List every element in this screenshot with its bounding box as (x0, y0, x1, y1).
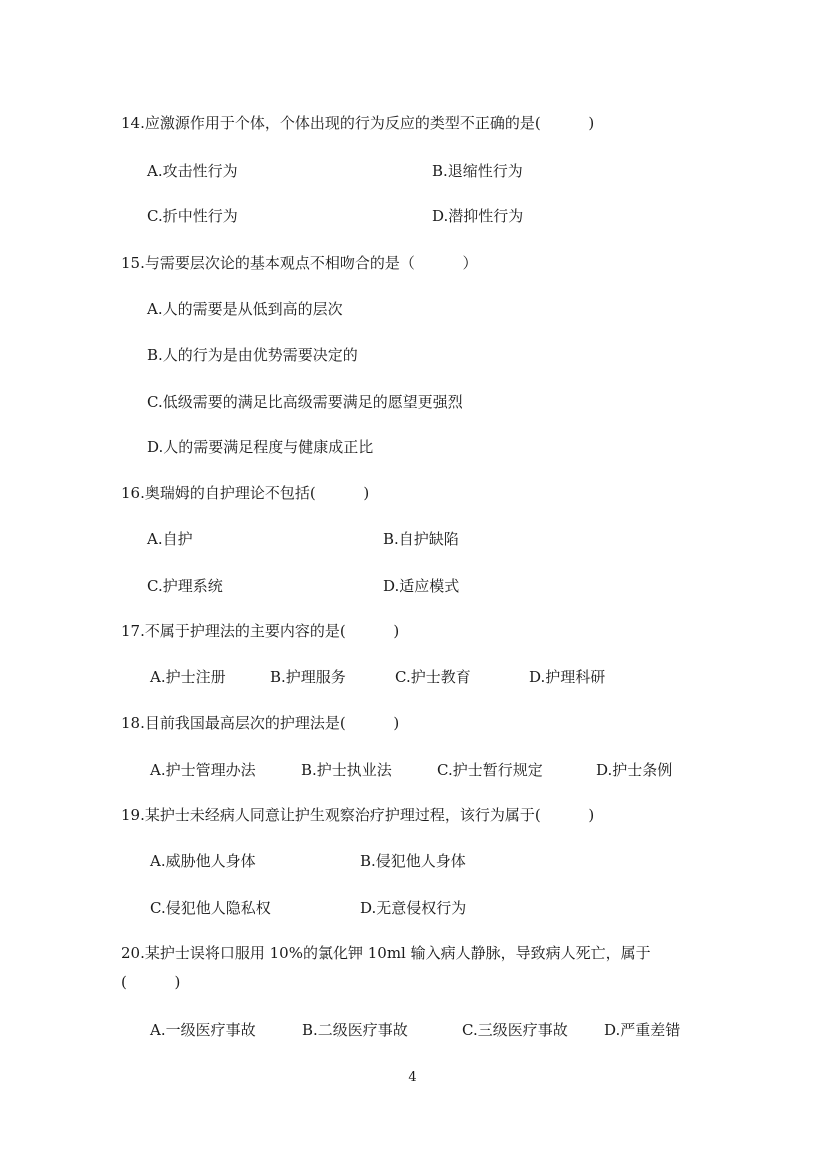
question-stem: 不属于护理法的主要内容的是( ) (144, 622, 400, 640)
option-d: D.护士条例 (596, 761, 673, 779)
question-17 (121, 621, 399, 641)
answer-blank: ( ) (121, 973, 181, 991)
option-d: D.无意侵权行为 (360, 899, 467, 917)
question-number: 20. (121, 944, 145, 962)
option-b: B.退缩性行为 (432, 162, 523, 180)
question-number: 17. (121, 622, 145, 640)
question-stem: 与需要层次论的基本观点不相吻合的是（ ） (144, 254, 478, 272)
option-a: A.自护 (147, 530, 193, 548)
option-d: D.适应模式 (383, 577, 460, 595)
question-18 (121, 713, 399, 733)
question-20 (121, 943, 651, 963)
option-d: D.人的需要满足程度与健康成正比 (147, 438, 374, 456)
question-number: 14. (121, 114, 145, 132)
option-a: A.攻击性行为 (147, 162, 238, 180)
question-stem: 某护士未经病人同意让护生观察治疗护理过程，该行为属于( ) (144, 806, 595, 824)
option-a: A.护士管理办法 (150, 761, 256, 779)
option-b: B.侵犯他人身体 (360, 852, 466, 870)
option-c: C.侵犯他人隐私权 (150, 899, 271, 917)
option-d: D.严重差错 (604, 1021, 681, 1039)
question-number: 15. (121, 254, 145, 272)
question-stem: 某护士误将口服用 10%的氯化钾 10ml 输入病人静脉，导致病人死亡，属于 (144, 944, 651, 962)
option-b: B.人的行为是由优势需要决定的 (147, 346, 358, 364)
option-c: C.护士暂行规定 (437, 761, 543, 779)
option-c: C.低级需要的满足比高级需要满足的愿望更强烈 (147, 393, 463, 411)
page-number: 4 (408, 1070, 417, 1085)
option-a: A.护士注册 (150, 668, 226, 686)
question-number: 18. (121, 714, 145, 732)
question-number: 16. (121, 484, 145, 502)
option-b: B.自护缺陷 (383, 530, 459, 548)
option-b: B.二级医疗事故 (302, 1021, 408, 1039)
question-19 (121, 805, 594, 825)
option-d: D.潜抑性行为 (432, 207, 524, 225)
option-a: A.一级医疗事故 (150, 1021, 256, 1039)
option-d: D.护理科研 (529, 668, 606, 686)
question-16 (121, 483, 369, 503)
option-a: A.人的需要是从低到高的层次 (147, 300, 343, 318)
question-15 (121, 253, 478, 273)
question-stem: 奥瑞姆的自护理论不包括( ) (144, 484, 370, 502)
question-stem: 应激源作用于个体，个体出现的行为反应的类型不正确的是( ) (144, 114, 595, 132)
question-number: 19. (121, 806, 145, 824)
question-stem: 目前我国最高层次的护理法是( ) (144, 714, 400, 732)
option-c: C.三级医疗事故 (462, 1021, 568, 1039)
option-c: C.护理系统 (147, 577, 223, 595)
option-b: B.护士执业法 (301, 761, 392, 779)
option-c: C.折中性行为 (147, 207, 238, 225)
option-c: C.护士教育 (395, 668, 471, 686)
option-b: B.护理服务 (270, 668, 346, 686)
question-14 (121, 113, 594, 133)
option-a: A.威胁他人身体 (150, 852, 256, 870)
